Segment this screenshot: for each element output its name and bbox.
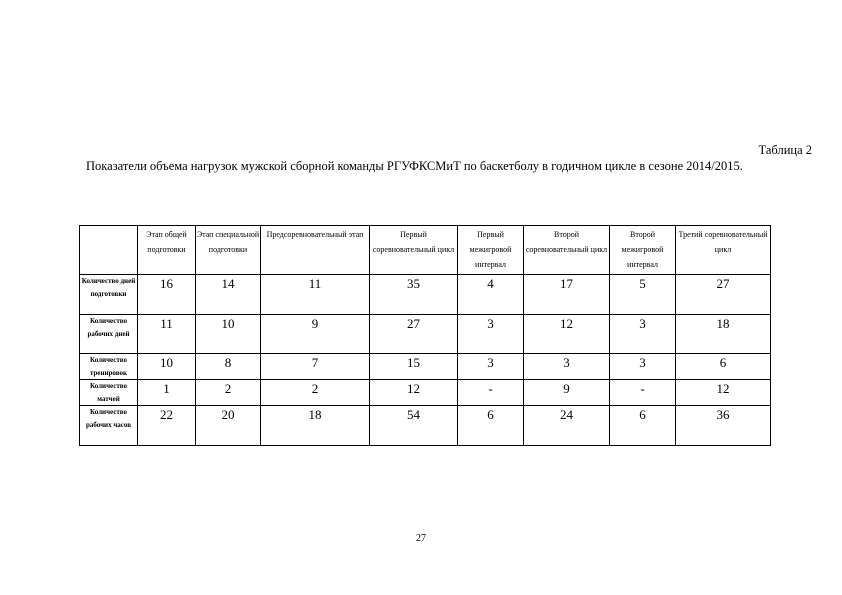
table-cell: 18 bbox=[676, 315, 771, 354]
table-cell: 20 bbox=[196, 406, 261, 446]
row-label: Количество рабочих часов bbox=[80, 406, 138, 446]
column-header: Этап общей подготовки bbox=[138, 226, 196, 275]
data-table bbox=[79, 225, 771, 446]
page-number: 27 bbox=[416, 533, 426, 544]
column-header bbox=[80, 226, 138, 275]
table-cell: 16 bbox=[138, 275, 196, 315]
table-cell: 10 bbox=[138, 354, 196, 380]
table-caption-label: Таблица 2 bbox=[758, 143, 812, 157]
table-cell: 22 bbox=[138, 406, 196, 446]
table-cell: 8 bbox=[196, 354, 261, 380]
table-cell: 1 bbox=[138, 380, 196, 406]
table-cell: 4 bbox=[458, 275, 524, 315]
table-cell: 5 bbox=[610, 275, 676, 315]
table-cell: 3 bbox=[458, 315, 524, 354]
column-header: Этап специальной подготовки bbox=[196, 226, 261, 275]
table-cell: 27 bbox=[676, 275, 771, 315]
table-cell: 35 bbox=[370, 275, 458, 315]
table-row bbox=[80, 406, 771, 446]
table-header-row bbox=[80, 226, 771, 275]
table-row bbox=[80, 354, 771, 380]
table-cell: 12 bbox=[676, 380, 771, 406]
table-cell: 9 bbox=[261, 315, 370, 354]
table-cell: - bbox=[610, 380, 676, 406]
table-row bbox=[80, 275, 771, 315]
table-cell: 9 bbox=[524, 380, 610, 406]
table-row bbox=[80, 380, 771, 406]
row-label: Количество дней подготовки bbox=[80, 275, 138, 315]
row-label: Количество рабочих дней bbox=[80, 315, 138, 354]
table-cell: 54 bbox=[370, 406, 458, 446]
table-cell: 6 bbox=[676, 354, 771, 380]
table-cell: 12 bbox=[370, 380, 458, 406]
column-header: Первый соревновательный цикл bbox=[370, 226, 458, 275]
table-cell: 3 bbox=[610, 354, 676, 380]
table-cell: 10 bbox=[196, 315, 261, 354]
table-cell: 2 bbox=[196, 380, 261, 406]
row-label: Количество матчей bbox=[80, 380, 138, 406]
table-cell: 11 bbox=[261, 275, 370, 315]
table-row bbox=[80, 315, 771, 354]
table-cell: 18 bbox=[261, 406, 370, 446]
row-label: Количество тренировок bbox=[80, 354, 138, 380]
table-cell: - bbox=[458, 380, 524, 406]
table-cell: 3 bbox=[524, 354, 610, 380]
column-header: Первый межигровой интервал bbox=[458, 226, 524, 275]
table-cell: 36 bbox=[676, 406, 771, 446]
table-cell: 14 bbox=[196, 275, 261, 315]
table-cell: 11 bbox=[138, 315, 196, 354]
table-cell: 3 bbox=[610, 315, 676, 354]
table-cell: 7 bbox=[261, 354, 370, 380]
table-cell: 6 bbox=[458, 406, 524, 446]
column-header: Второй межигровой интервал bbox=[610, 226, 676, 275]
table-cell: 3 bbox=[458, 354, 524, 380]
table-cell: 27 bbox=[370, 315, 458, 354]
table-cell: 17 bbox=[524, 275, 610, 315]
table-caption-text: Показатели объема нагрузок мужской сборной команды РГУФКСМиТ по баскетболу в годичном цикле в сезоне 2014/2015. bbox=[86, 159, 743, 173]
table-cell: 24 bbox=[524, 406, 610, 446]
table-cell: 12 bbox=[524, 315, 610, 354]
table-cell: 15 bbox=[370, 354, 458, 380]
column-header: Третий соревновательный цикл bbox=[676, 226, 771, 275]
table-cell: 6 bbox=[610, 406, 676, 446]
column-header: Предсоревновательный этап bbox=[261, 226, 370, 275]
column-header: Второй соревновательный цикл bbox=[524, 226, 610, 275]
table-cell: 2 bbox=[261, 380, 370, 406]
